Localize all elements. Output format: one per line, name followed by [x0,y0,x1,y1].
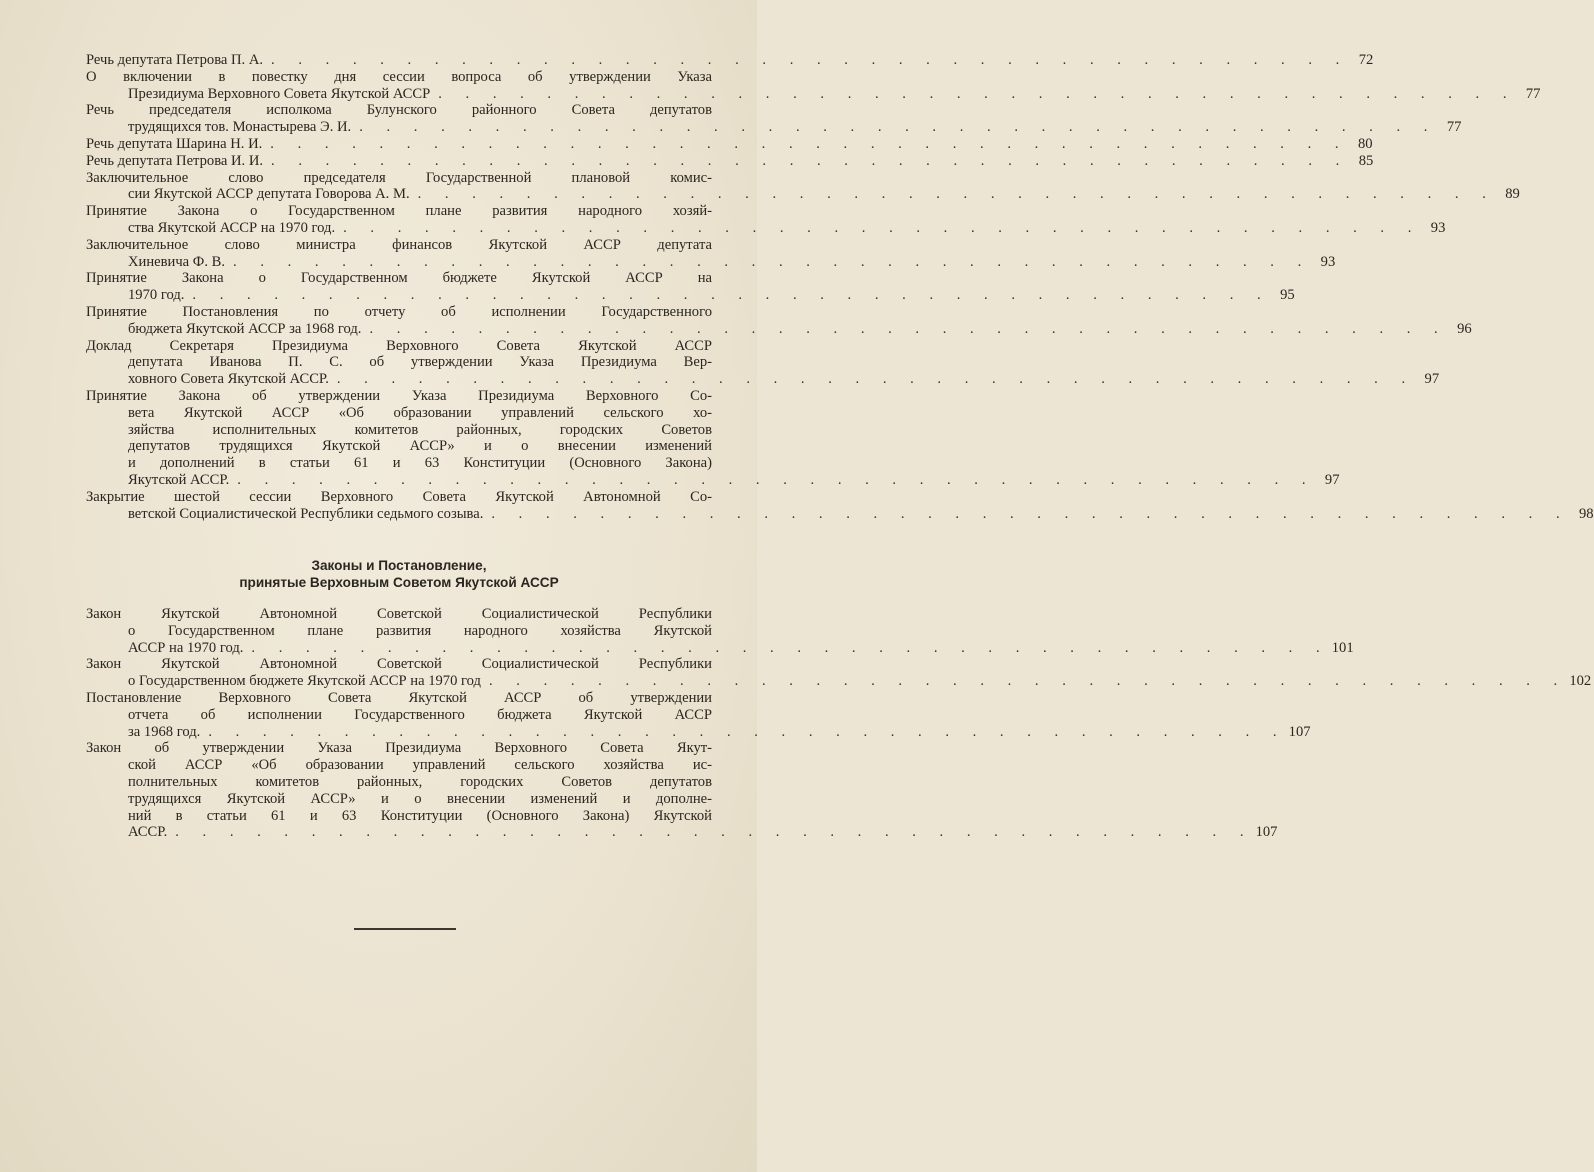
entry-text-line: Закрытие шестой сессии Верховного Совета Якутской Автономной Со- [86,488,712,505]
page-number: 89 [1505,186,1520,203]
toc-entry [86,656,1592,690]
entry-text-line: депутата Иванова П. С. об утверждении Указа Президиума Вер- [128,354,712,371]
page-number: 98 [1579,505,1594,522]
entry-text-line: Заключительное слово министра финансов Якутской АССР депутата [86,236,712,253]
leader-dots: . . . . . . . . . . . . . . . . . . . . . . . . . . . . . . . . . . . . . . . . [237,471,1316,488]
entry-text-line: Принятие Закона об утверждении Указа Президиума Верховного Со- [86,387,712,404]
entry-text-line: трудящихся тов. Монастырева Э. И. [128,119,352,136]
leader-dots: . . . . . . . . . . . . . . . . . . . . . . . . . . . . . . . . . . . . . . . . [233,253,1312,270]
page-number: 102 [1569,673,1592,690]
leader-dots: . . . . . . . . . . . . . . . . . . . . . . . . . . . . . . . . . . . . . . . . [251,639,1330,656]
toc-entry [86,169,1520,204]
page-number: 107 [1255,824,1278,841]
entry-text-line: о Государственном бюджете Якутской АССР на 1970 год [128,673,481,690]
entry-text-line: полнительных комитетов районных, городских Советов депутатов [128,773,712,790]
leader-dots: . . . . . . . . . . . . . . . . . . . . . . . . . . . . . . . . . . . . . . . . [175,824,1254,841]
entry-text-line: депутатов трудящихся Якутской АССР» и о внесении изменений [128,438,712,455]
entry-text-line: Закон об утверждении Указа Президиума Верховного Совета Якут- [86,740,712,757]
entry-text-line: ховного Совета Якутской АССР. [128,371,329,388]
leader-dots: . . . . . . . . . . . . . . . . . . . . . . . . . . . . . . . . . . . . . . . . [491,505,1570,522]
entry-text-line: отчета об исполнении Государственного бюджета Якутской АССР [128,706,712,723]
leader-dots: . . . . . . . . . . . . . . . . . . . . . . . . . . . . . . . . . . . . . . . . [208,723,1287,740]
toc-entry [86,270,1295,304]
table-of-contents [86,52,1594,522]
toc-entry [86,387,1340,489]
entry-text-line: Речь депутата Петрова И. И. [86,152,264,169]
entry-text-line: сии Якутской АССР депутата Говорова А. М. [128,186,410,203]
entry-text-line: Закон Якутской Автономной Советской Социалистической Республики [86,606,712,622]
leader-dots: . . . . . . . . . . . . . . . . . . . . . . . . . . . . . . . . . . . . . . . . [271,52,1350,68]
leader-dots: . . . . . . . . . . . . . . . . . . . . . . . . . . . . . . . . . . . . . . . . [417,186,1496,203]
leader-dots: . . . . . . . . . . . . . . . . . . . . . . . . . . . . . . . . . . . . . . . . [343,219,1422,236]
page-number: 96 [1457,320,1472,337]
entry-text-line: вета Якутской АССР «Об образовании управлений сельского хо- [128,404,712,421]
entry-text-line: Речь депутата Шарина Н. И. [86,135,263,152]
entry-text-line: Хиневича Ф. В. [128,253,226,270]
entry-text-line: 1970 год. [128,287,185,304]
entry-text-line: Якутской АССР. [128,471,230,488]
page-number: 77 [1525,85,1541,102]
entry-text-line: Заключительное слово председателя Государственной плановой комис- [86,169,712,186]
page-number: 97 [1424,371,1440,388]
entry-text-line: Речь депутата Петрова П. А. [86,52,264,68]
leader-dots: . . . . . . . . . . . . . . . . . . . . . . . . . . . . . . . . . . . . . . . . [270,135,1349,152]
divider-rule [354,928,456,930]
page-number: 101 [1331,639,1354,656]
entry-text-line: Президиума Верховного Совета Якутской АССР [128,85,431,102]
entry-text-line: ской АССР «Об образовании управлений сельского хозяйства ис- [128,757,712,774]
page-number: 80 [1357,135,1373,152]
toc-entry [86,606,1354,656]
page-number: 72 [1358,52,1374,68]
entry-text-line: о Государственном плане развития народного хозяйства Якутской [128,622,712,639]
toc-entry [86,488,1594,523]
leader-dots: . . . . . . . . . . . . . . . . . . . . . . . . . . . . . . . . . . . . . . . . [271,152,1350,169]
toc-entry [86,135,1373,153]
entry-text-line: ства Якутской АССР на 1970 год. [128,219,336,236]
toc-entry [86,689,1311,740]
entry-text-line: АССР на 1970 год. [128,639,244,656]
section-heading-line-1: Законы и Постановление, [311,558,487,573]
laws-contents [86,606,1592,841]
entry-text-line: Постановление Верховного Совета Якутской АССР об утверждении [86,689,712,706]
toc-entry [86,68,1541,103]
entry-text-line: за 1968 год. [128,723,201,740]
page-number: 77 [1446,119,1462,136]
toc-entry [86,303,1472,338]
toc-entry [86,740,1278,841]
entry-text-line: Закон Якутской Автономной Советской Социалистической Республики [86,656,712,673]
page-number: 107 [1288,723,1311,740]
toc-entry [86,236,1336,271]
entry-text-line: Принятие Закона о Государственном плане развития народного хозяй- [86,203,712,220]
entry-text-line: Принятие Закона о Государственном бюджете Якутской АССР на [86,270,712,287]
toc-entry [86,203,1446,237]
entry-text-line: АССР. [128,824,168,841]
entry-text-line: бюджета Якутской АССР за 1968 год. [128,320,362,337]
entry-text-line: и дополнений в статьи 61 и 63 Конституции (Основного Закона) [128,455,712,472]
page-number: 85 [1358,152,1374,169]
page-number: 93 [1320,253,1336,270]
entry-text-line: ний в статьи 61 и 63 Конституции (Основного Закона) Якутской [128,807,712,824]
entry-text-line: О включении в повестку дня сессии вопроса об утверждении Указа [86,68,712,85]
entry-text-line: Доклад Секретаря Президиума Верховного Совета Якутской АССР [86,337,712,354]
section-heading [86,557,712,591]
entry-text-line: трудящихся Якутской АССР» и о внесении изменений и дополне- [128,790,712,807]
page-number: 93 [1430,219,1446,236]
leader-dots: . . . . . . . . . . . . . . . . . . . . . . . . . . . . . . . . . . . . . . . . [336,371,1416,388]
page-number: 97 [1324,471,1340,488]
entry-text-line: Речь председателя исполкома Булунского районного Совета депутатов [86,102,712,119]
entry-text-line: зяйства исполнительных комитетов районных, городских Советов [128,421,712,438]
toc-entry [86,52,1374,69]
leader-dots: . . . . . . . . . . . . . . . . . . . . . . . . . . . . . . . . . . . . . . . . [369,320,1448,337]
toc-entry [86,337,1440,388]
leader-dots: . . . . . . . . . . . . . . . . . . . . . . . . . . . . . . . . . . . . . . . . [192,287,1271,304]
leader-dots: . . . . . . . . . . . . . . . . . . . . . . . . . . . . . . . . . . . . . . . . [359,119,1438,136]
leader-dots: . . . . . . . . . . . . . . . . . . . . . . . . . . . . . . . . . . . . . . . . [438,85,1517,102]
page-number: 95 [1280,287,1295,304]
toc-entry [86,152,1374,170]
section-heading-line-2: принятые Верховным Советом Якутской АССР [239,575,559,590]
entry-text-line: Принятие Постановления по отчету об исполнении Государственного [86,303,712,320]
leader-dots: . . . . . . . . . . . . . . . . . . . . . . . . . . . . . . . . . . . . . . . . [488,673,1568,690]
toc-entry [86,102,1462,136]
entry-text-line: ветской Социалистической Республики седьмого созыва. [128,505,484,522]
